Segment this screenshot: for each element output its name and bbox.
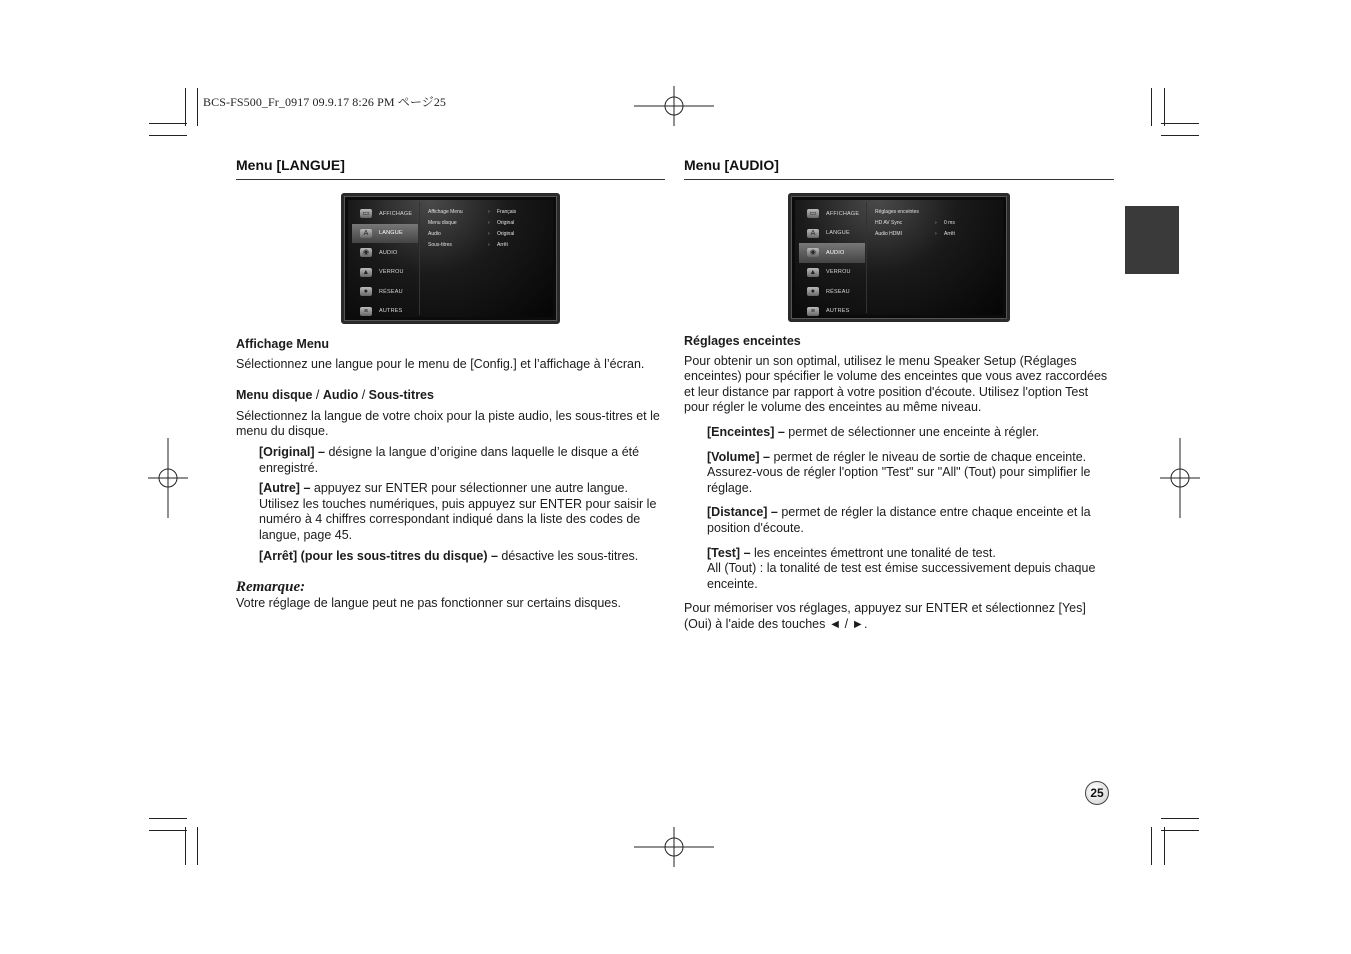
osd-setting-row: [875, 217, 955, 228]
display-icon: ▭: [807, 209, 819, 218]
left-column-text: [236, 337, 666, 611]
osd-menu-label: AUTRES: [826, 308, 850, 315]
option-text: permet de sélectionner une enceinte à régler.: [784, 424, 1040, 439]
crop-mark: [149, 123, 187, 124]
osd-menu-item: [799, 302, 865, 322]
print-slug: BCS-FS500_Fr_0917 09.9.17 8:26 PM ページ25: [203, 95, 447, 109]
chevron-right-icon: ›: [935, 230, 937, 237]
option-original: [236, 445, 666, 476]
option-test-detail: All (Tout) : la tonalité de test est émise successivement depuis chaque enceinte.: [707, 561, 1096, 591]
osd-setting-value: Arrêt: [497, 241, 508, 248]
osd-setting-name: Audio: [428, 230, 441, 237]
option-label: [Test] –: [707, 545, 751, 560]
page-number: 25: [1085, 781, 1109, 805]
osd-setting-value: Français: [497, 208, 517, 215]
option-text: permet de régler la distance entre chaque enceinte et la position d'écoute.: [707, 505, 1091, 535]
crop-mark: [185, 827, 186, 865]
osd-settings: [875, 206, 955, 239]
osd-setting-value: 0 ms: [944, 219, 955, 226]
option-autre: [236, 481, 666, 543]
registration-mark-icon: [634, 827, 714, 867]
option-label: [Enceintes] –: [707, 424, 785, 439]
section-title-langue: Menu [LANGUE]: [236, 157, 345, 173]
lock-icon: ▲: [807, 268, 819, 277]
crop-mark: [1151, 88, 1152, 126]
osd-menu-label: AFFICHAGE: [379, 210, 413, 217]
osd-menu-label: AUDIO: [826, 249, 845, 256]
crop-mark: [1161, 818, 1199, 819]
osd-menu: [352, 204, 418, 321]
osd-setting-name: HD AV Sync: [875, 219, 903, 226]
option-enceintes: [684, 425, 1116, 441]
osd-menu-item: [352, 224, 418, 244]
chevron-right-icon: ›: [488, 219, 490, 226]
crop-mark: [197, 88, 198, 126]
note-text: Votre réglage de langue peut ne pas fonctionner sur certains disques.: [236, 595, 621, 610]
crop-mark: [149, 830, 187, 831]
option-volume: [684, 450, 1116, 497]
display-icon: ▭: [360, 209, 372, 218]
paragraph: Sélectionnez la langue de votre choix pour la piste audio, les sous-titres et le menu du disque.: [236, 408, 660, 439]
option-text: les enceintes émettront une tonalité de test.: [750, 545, 996, 560]
osd-setting-row: [875, 228, 955, 239]
osd-setting-value: Original: [497, 230, 515, 237]
subheading-part: Audio: [322, 388, 359, 403]
osd-setting-row: [428, 228, 516, 239]
osd-setting-name: Audio HDMI: [875, 230, 902, 237]
chapter-tab: [1125, 206, 1179, 274]
osd-menu-label: LANGUE: [826, 230, 850, 237]
option-label: [Autre] –: [259, 481, 311, 496]
crop-mark: [197, 827, 198, 865]
chevron-right-icon: ›: [488, 230, 490, 237]
osd-menu-item: [352, 263, 418, 283]
option-text: appuyez sur ENTER pour sélectionner une autre langue. Utilisez les touches numériques, puis appuyez sur ENTER pour saisir le numéro à 4 chiffres correspondant indiqué dans la liste des codes de langue, page 45.: [259, 481, 657, 542]
audio-icon: ◉: [360, 248, 372, 257]
osd-setting-value: Arrêt: [944, 230, 955, 237]
osd-menu-label: VERROU: [379, 269, 404, 276]
osd-menu-item: [799, 282, 865, 302]
right-column-text: [684, 334, 1116, 633]
subheading: [236, 388, 666, 404]
registration-mark-icon: [148, 438, 188, 518]
option-text: désactive les sous-titres.: [497, 548, 639, 563]
option-label: [Distance] –: [707, 505, 778, 520]
crop-mark: [1161, 135, 1199, 136]
option-text: désigne la langue d’origine dans laquelle le disque a été enregistré.: [259, 444, 640, 475]
subheading-part: Menu disque: [236, 388, 313, 403]
network-icon: ●: [807, 287, 819, 296]
crop-mark: [1151, 827, 1152, 865]
option-arret: [236, 549, 666, 565]
osd-menu-label: RÉSEAU: [826, 288, 850, 295]
crop-mark: [1161, 830, 1199, 831]
osd-menu-label: AFFICHAGE: [826, 210, 860, 217]
crop-mark: [1161, 123, 1199, 124]
registration-mark-icon: [634, 86, 714, 126]
others-icon: ≡: [360, 307, 372, 316]
crop-mark: [1164, 827, 1165, 865]
osd-menu-item: [352, 282, 418, 302]
chevron-right-icon: ›: [488, 208, 490, 215]
osd-menu-item: [352, 243, 418, 263]
option-label: [Arrêt] (pour les sous-titres du disque) –: [259, 548, 498, 563]
subheading: Réglages enceintes: [684, 334, 801, 348]
osd-screen-audio: [788, 193, 1010, 322]
option-label: [Original] –: [259, 444, 325, 459]
lock-icon: ▲: [360, 268, 372, 277]
crop-mark: [185, 88, 186, 126]
osd-menu-label: AUTRES: [379, 308, 403, 315]
registration-mark-icon: [1160, 438, 1200, 518]
subheading: Affichage Menu: [236, 337, 330, 351]
option-label: [Volume] –: [707, 449, 770, 464]
others-icon: ≡: [807, 307, 819, 316]
option-distance: [684, 505, 1116, 536]
section-rule: [684, 179, 1114, 180]
osd-setting-name: Affichage Menu: [428, 208, 463, 215]
crop-mark: [149, 135, 187, 136]
osd-menu-item: [799, 204, 865, 224]
note-title: Remarque:: [236, 579, 306, 596]
separator: /: [312, 388, 323, 403]
subheading-part: Sous-titres: [368, 388, 434, 403]
section-rule: [236, 179, 665, 180]
chevron-right-icon: ›: [488, 241, 490, 248]
paragraph: Pour obtenir un son optimal, utilisez le menu Speaker Setup (Réglages enceintes) pour spécifier le volume des enceintes que vous avez raccordées et leur distance par rapport à votre position d'écoute. Utilisez l'option Test pour régler le volume des enceintes au même niveau.: [684, 353, 1108, 415]
crop-mark: [149, 818, 187, 819]
osd-menu-item: [352, 302, 418, 322]
osd-menu-label: AUDIO: [379, 249, 398, 256]
osd-menu: [799, 204, 865, 321]
osd-menu-item: [799, 224, 865, 244]
osd-menu-label: VERROU: [826, 269, 851, 276]
language-icon: A: [807, 229, 819, 238]
osd-screen-langue: [341, 193, 560, 324]
osd-setting-row: [428, 239, 516, 250]
crop-mark: [1164, 88, 1165, 126]
osd-menu-label: LANGUE: [379, 230, 403, 237]
osd-setting-name: Réglages enceintes: [875, 208, 919, 215]
paragraph: Pour mémoriser vos réglages, appuyez sur ENTER et sélectionnez [Yes] (Oui) à l'aide des touches ◄ / ►.: [684, 601, 1086, 631]
section-title-audio: Menu [AUDIO]: [684, 157, 779, 173]
osd-setting-name: Menu disque: [428, 219, 457, 226]
osd-menu-item: [799, 263, 865, 283]
option-text: permet de régler le niveau de sortie de chaque enceinte. Assurez-vous de régler l'option "Test" sur "All" (Tout) pour simplifier le réglage.: [707, 449, 1091, 495]
paragraph: Sélectionnez une langue pour le menu de [Config.] et l’affichage à l’écran.: [236, 356, 645, 371]
separator: /: [358, 388, 369, 403]
osd-setting-row: [875, 206, 955, 217]
osd-setting-row: [428, 217, 516, 228]
osd-menu-label: RÉSEAU: [379, 288, 403, 295]
chevron-right-icon: ›: [935, 219, 937, 226]
osd-settings: [428, 206, 516, 250]
network-icon: ●: [360, 287, 372, 296]
osd-setting-name: Sous-titres: [428, 241, 452, 248]
osd-setting-row: [428, 206, 516, 217]
osd-menu-item: [799, 243, 865, 263]
option-test: [684, 546, 1116, 562]
audio-icon: ◉: [807, 248, 819, 257]
osd-menu-item: [352, 204, 418, 224]
language-icon: A: [360, 229, 372, 238]
osd-setting-value: Original: [497, 219, 515, 226]
